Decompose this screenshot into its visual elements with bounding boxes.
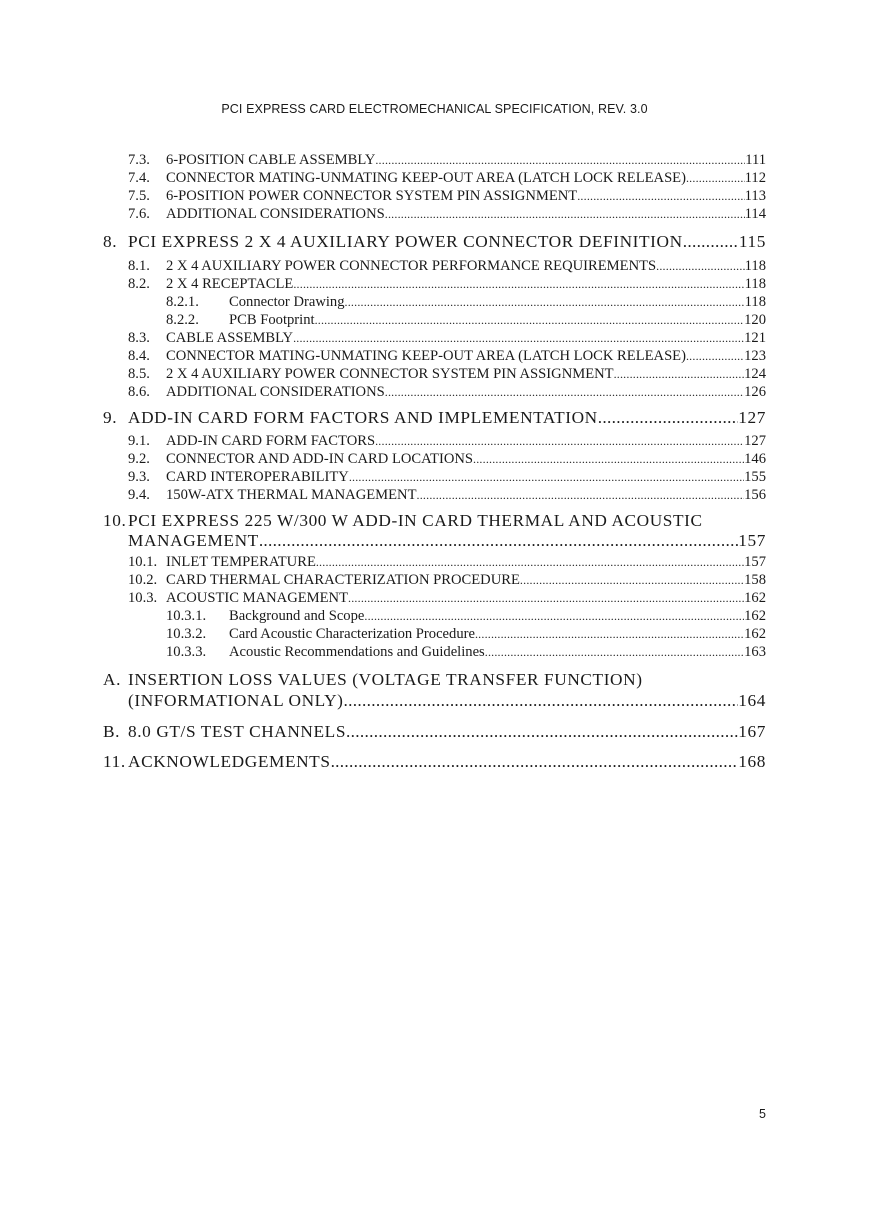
toc-chapter-title: ACKNOWLEDGEMENTS xyxy=(128,752,331,771)
toc-entry-title: CARD THERMAL CHARACTERIZATION PROCEDURE xyxy=(166,572,520,588)
toc-entry-10-3-1[interactable] xyxy=(166,608,766,625)
toc-entry-page: 155 xyxy=(744,469,766,485)
toc-entry-number: 9.3. xyxy=(128,469,150,485)
toc-chapter-title-line1: PCI EXPRESS 225 W/300 W ADD-IN CARD THERMAL AND ACOUSTIC xyxy=(128,511,703,530)
toc-entry-number: 9.1. xyxy=(128,433,150,449)
toc-entry-number: 9.2. xyxy=(128,451,150,467)
toc-chapter-10-heading[interactable] xyxy=(103,511,703,531)
page-number: 5 xyxy=(759,1107,766,1121)
dot-leader xyxy=(293,277,744,292)
toc-entry-number: 10.3.3. xyxy=(166,644,207,660)
toc-entry-number: 8.3. xyxy=(128,330,150,346)
dot-leader xyxy=(348,591,744,606)
toc-appendix-title-line1: INSERTION LOSS VALUES (VOLTAGE TRANSFER FUNCTION) xyxy=(128,670,643,689)
toc-entry-title: ADD-IN CARD FORM FACTORS xyxy=(166,433,376,449)
toc-entry-number: 8.6. xyxy=(128,384,150,400)
toc-entry-title: Connector Drawing xyxy=(229,294,345,310)
toc-chapter-9[interactable] xyxy=(103,408,766,428)
dot-leader xyxy=(259,531,738,551)
toc-entry-title: 6-POSITION POWER CONNECTOR SYSTEM PIN ASSIGNMENT xyxy=(166,188,578,204)
toc-chapter-number: 9. xyxy=(103,408,118,427)
toc-entry-title: Card Acoustic Characterization Procedure xyxy=(229,626,475,642)
toc-entry-10-3-2[interactable] xyxy=(166,626,766,643)
toc-entry-10-3-3[interactable] xyxy=(166,644,766,661)
toc-entry-page: 146 xyxy=(744,451,766,467)
toc-entry-page: 121 xyxy=(744,330,766,346)
dot-leader xyxy=(375,434,744,449)
toc-appendix-title: (INFORMATIONAL ONLY) xyxy=(128,691,344,710)
toc-entry-number: 10.3.1. xyxy=(166,608,207,624)
running-header: PCI EXPRESS CARD ELECTROMECHANICAL SPECIFICATION, REV. 3.0 xyxy=(221,102,648,116)
toc-entry-page: 162 xyxy=(744,626,766,642)
toc-entry-number: 7.6. xyxy=(128,206,150,222)
toc-entry-page: 113 xyxy=(744,188,766,204)
dot-leader xyxy=(686,171,745,186)
toc-entry-number: 7.5. xyxy=(128,188,150,204)
toc-entry-number: 8.2.1. xyxy=(166,294,199,310)
toc-entry-page: 126 xyxy=(744,384,766,400)
toc-appendix-a-heading[interactable] xyxy=(103,670,643,690)
dot-leader xyxy=(375,153,745,168)
toc-entry-page: 118 xyxy=(744,258,766,274)
toc-entry-number: 8.2.2. xyxy=(166,312,199,328)
toc-entry-page: 123 xyxy=(744,348,766,364)
toc-chapter-page: 115 xyxy=(738,232,766,251)
toc-chapter-title: ADD-IN CARD FORM FACTORS AND IMPLEMENTATION xyxy=(128,408,598,427)
toc-chapter-number: 10. xyxy=(103,511,127,530)
toc-entry-10-1[interactable] xyxy=(128,554,766,571)
toc-entry-page: 112 xyxy=(744,170,766,186)
toc-entry-number: 8.2. xyxy=(128,276,150,292)
toc-entry-page: 162 xyxy=(744,608,766,624)
toc-entry-title: ADDITIONAL CONSIDERATIONS xyxy=(166,384,385,400)
toc-entry-page: 127 xyxy=(744,433,766,449)
dot-leader xyxy=(520,573,744,588)
toc-entry-title: 2 X 4 AUXILIARY POWER CONNECTOR PERFORMANCE REQUIREMENTS xyxy=(166,258,657,274)
toc-entry-number: 9.4. xyxy=(128,487,150,503)
toc-entry-number: 10.1. xyxy=(128,554,158,570)
dot-leader xyxy=(316,555,744,570)
toc-entry-page: 111 xyxy=(745,152,766,168)
toc-entry-title: 6-POSITION CABLE ASSEMBLY xyxy=(166,152,376,168)
toc-entry-page: 124 xyxy=(744,366,766,382)
toc-appendix-page: 167 xyxy=(738,722,766,741)
toc-entry-8-4[interactable] xyxy=(128,348,766,365)
dot-leader xyxy=(315,313,745,328)
toc-entry-page: 156 xyxy=(744,487,766,503)
dot-leader xyxy=(473,452,744,467)
dot-leader xyxy=(417,488,745,503)
toc-appendix-title: 8.0 GT/S TEST CHANNELS xyxy=(128,722,347,741)
toc-entry-page: 163 xyxy=(744,644,766,660)
toc-chapter-8[interactable] xyxy=(103,232,766,252)
toc-chapter-page: 168 xyxy=(738,752,766,771)
dot-leader xyxy=(346,722,738,742)
toc-entry-number: 8.4. xyxy=(128,348,150,364)
toc-entry-9-1[interactable] xyxy=(128,433,766,450)
dot-leader xyxy=(345,295,745,310)
toc-entry-7-4[interactable] xyxy=(128,170,766,187)
toc-entry-title: Acoustic Recommendations and Guidelines xyxy=(229,644,485,660)
toc-entry-title: 2 X 4 RECEPTACLE xyxy=(166,276,294,292)
dot-leader xyxy=(577,189,744,204)
toc-chapter-number: 11. xyxy=(103,752,126,771)
toc-chapter-11[interactable] xyxy=(103,752,766,772)
toc-entry-number: 7.3. xyxy=(128,152,150,168)
toc-entry-title: CONNECTOR AND ADD-IN CARD LOCATIONS xyxy=(166,451,474,467)
toc-entry-8-5[interactable] xyxy=(128,366,766,383)
dot-leader xyxy=(614,367,745,382)
toc-entry-page: 157 xyxy=(744,554,766,570)
toc-appendix-letter: A. xyxy=(103,670,122,689)
toc-entry-9-4[interactable] xyxy=(128,487,766,504)
toc-entry-7-3[interactable] xyxy=(128,152,766,169)
toc-entry-title: INLET TEMPERATURE xyxy=(166,554,316,570)
dot-leader xyxy=(686,349,744,364)
toc-entry-title: Background and Scope xyxy=(229,608,365,624)
toc-entry-9-2[interactable] xyxy=(128,451,766,468)
toc-entry-9-3[interactable] xyxy=(128,469,766,486)
toc-entry-number: 7.4. xyxy=(128,170,150,186)
dot-leader xyxy=(385,207,745,222)
toc-entry-8-1[interactable] xyxy=(128,258,766,275)
dot-leader xyxy=(293,331,744,346)
toc-entry-number: 10.2. xyxy=(128,572,158,588)
toc-chapter-title: MANAGEMENT xyxy=(128,531,259,550)
toc-entry-number: 8.1. xyxy=(128,258,150,274)
toc-chapter-page: 157 xyxy=(738,531,766,550)
toc-appendix-a[interactable] xyxy=(128,691,766,711)
toc-entry-10-3[interactable] xyxy=(128,590,766,607)
toc-entry-8-2-2[interactable] xyxy=(166,312,766,329)
dot-leader xyxy=(331,752,739,772)
toc-entry-7-6[interactable] xyxy=(128,206,766,223)
toc-entry-title: CONNECTOR MATING-UNMATING KEEP-OUT AREA (LATCH LOCK RELEASE) xyxy=(166,348,686,364)
toc-chapter-10[interactable] xyxy=(128,531,766,551)
dot-leader xyxy=(475,627,744,642)
toc-chapter-page: 127 xyxy=(738,408,766,427)
dot-leader xyxy=(364,609,744,624)
toc-entry-title: CONNECTOR MATING-UNMATING KEEP-OUT AREA (LATCH LOCK RELEASE) xyxy=(166,170,686,186)
dot-leader xyxy=(656,259,745,274)
toc-entry-number: 8.5. xyxy=(128,366,150,382)
toc-entry-page: 162 xyxy=(744,590,766,606)
toc-entry-page: 118 xyxy=(744,276,766,292)
dot-leader xyxy=(344,691,739,711)
toc-entry-8-2[interactable] xyxy=(128,276,766,293)
toc-entry-10-2[interactable] xyxy=(128,572,766,589)
dot-leader xyxy=(349,470,744,485)
dot-leader xyxy=(683,232,739,252)
toc-chapter-title: PCI EXPRESS 2 X 4 AUXILIARY POWER CONNECTOR DEFINITION xyxy=(128,232,683,251)
dot-leader xyxy=(598,408,739,428)
toc-entry-title: PCB Footprint xyxy=(229,312,315,328)
toc-entry-page: 158 xyxy=(744,572,766,588)
toc-appendix-letter: B. xyxy=(103,722,121,741)
toc-entry-page: 114 xyxy=(744,206,766,222)
toc-entry-title: 150W-ATX THERMAL MANAGEMENT xyxy=(166,487,417,503)
toc-entry-title: ACOUSTIC MANAGEMENT xyxy=(166,590,349,606)
toc-chapter-number: 8. xyxy=(103,232,118,251)
toc-entry-7-5[interactable] xyxy=(128,188,766,205)
toc-entry-number: 10.3. xyxy=(128,590,158,606)
dot-leader xyxy=(385,385,744,400)
toc-entry-title: 2 X 4 AUXILIARY POWER CONNECTOR SYSTEM PIN ASSIGNMENT xyxy=(166,366,614,382)
toc-entry-page: 118 xyxy=(744,294,766,310)
toc-entry-8-6[interactable] xyxy=(128,384,766,401)
toc-appendix-b[interactable] xyxy=(103,722,766,742)
toc-appendix-page: 164 xyxy=(738,691,766,710)
toc-entry-8-3[interactable] xyxy=(128,330,766,347)
toc-entry-page: 120 xyxy=(744,312,766,328)
toc-entry-8-2-1[interactable] xyxy=(166,294,766,311)
dot-leader xyxy=(485,645,744,660)
toc-entry-title: CABLE ASSEMBLY xyxy=(166,330,294,346)
toc-entry-title: CARD INTEROPERABILITY xyxy=(166,469,349,485)
toc-entry-number: 10.3.2. xyxy=(166,626,207,642)
toc-entry-title: ADDITIONAL CONSIDERATIONS xyxy=(166,206,385,222)
